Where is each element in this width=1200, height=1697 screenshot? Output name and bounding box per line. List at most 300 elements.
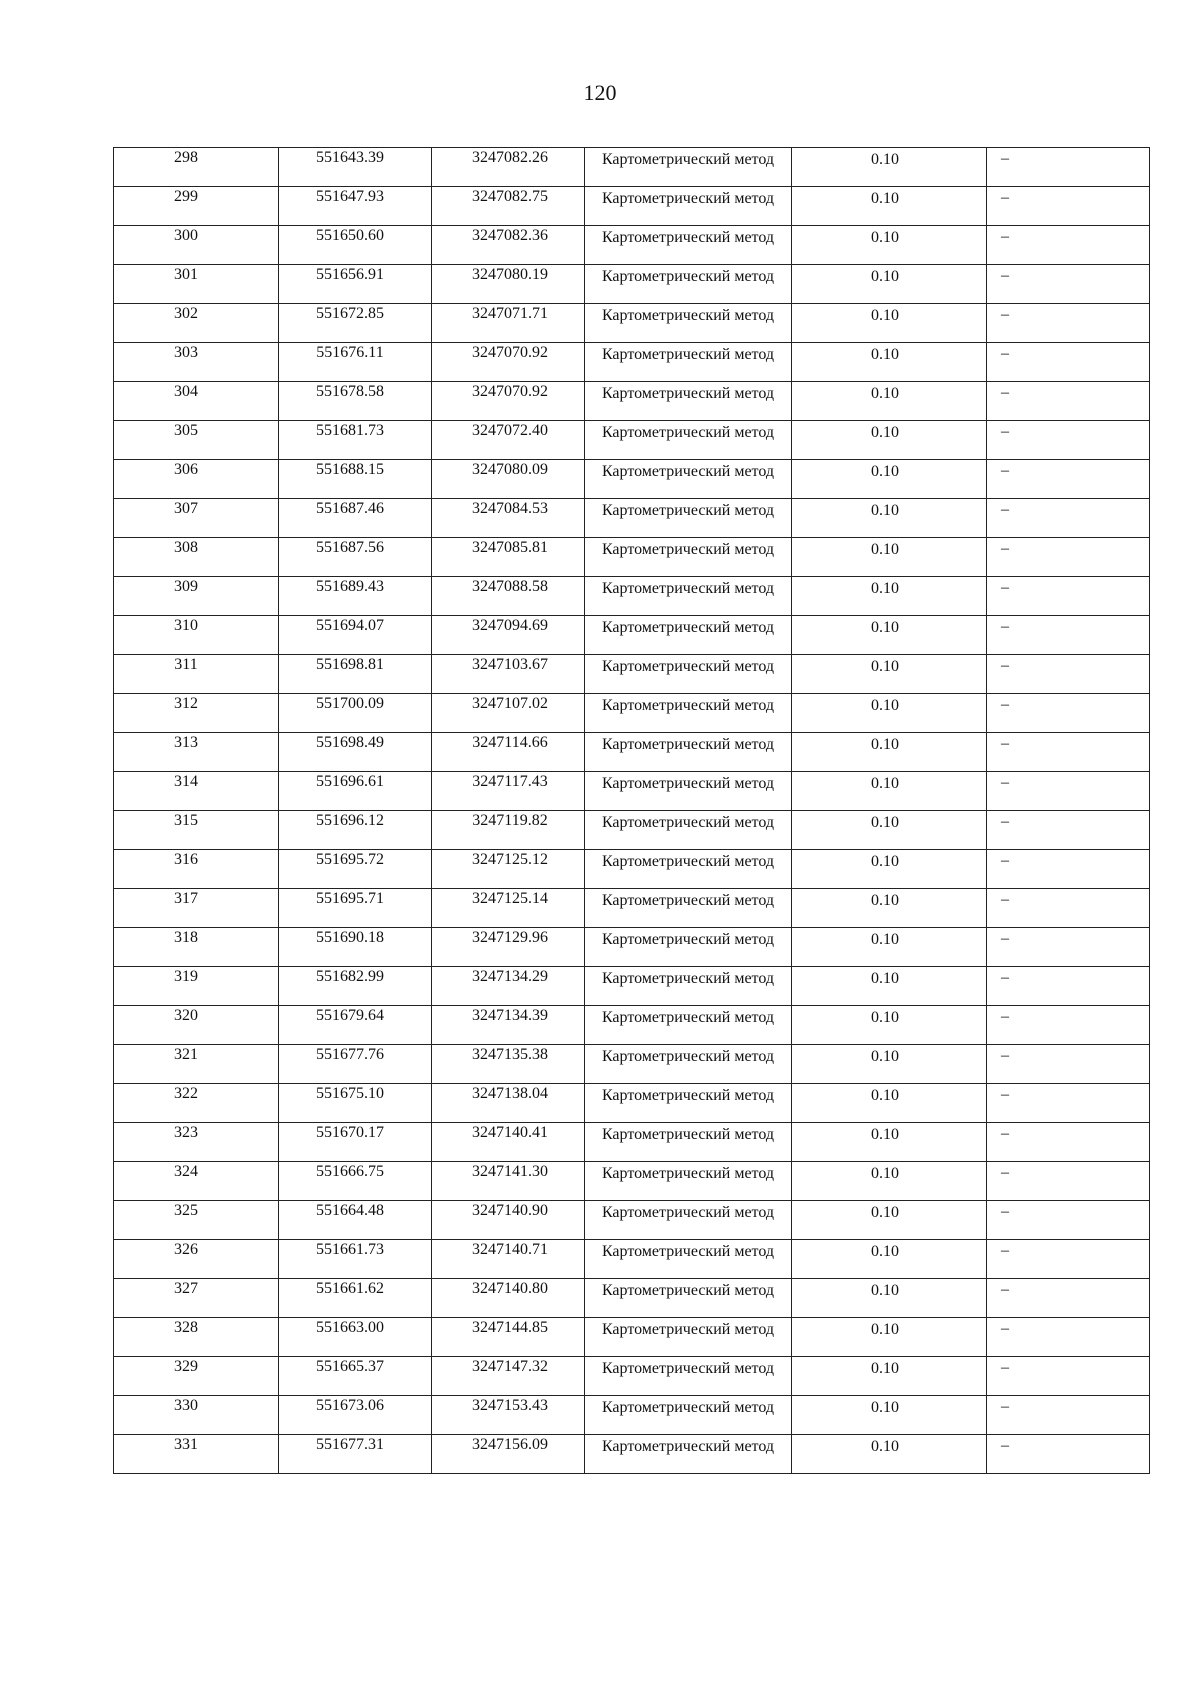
description-cell bbox=[987, 928, 1150, 967]
point-number-cell-text: 318 bbox=[174, 929, 198, 946]
point-number-cell bbox=[114, 382, 279, 421]
y-coordinate-cell bbox=[432, 382, 585, 421]
description-cell bbox=[987, 1045, 1150, 1084]
y-coordinate-cell bbox=[432, 1279, 585, 1318]
description-cell-text: – bbox=[1001, 1203, 1009, 1220]
method-cell-text: Картометрический метод bbox=[601, 1243, 775, 1260]
table-row bbox=[114, 460, 1150, 499]
description-cell-text: – bbox=[1001, 189, 1009, 206]
accuracy-cell-text: 0.10 bbox=[871, 814, 899, 831]
description-cell-text: – bbox=[1001, 1281, 1009, 1298]
method-cell-text: Картометрический метод bbox=[601, 190, 775, 207]
y-coordinate-cell-text: 3247088.58 bbox=[472, 578, 548, 595]
accuracy-cell bbox=[792, 694, 987, 733]
point-number-cell bbox=[114, 1084, 279, 1123]
method-cell-text: Картометрический метод bbox=[601, 814, 775, 831]
method-cell bbox=[585, 421, 792, 460]
x-coordinate-cell-text: 551678.58 bbox=[316, 383, 384, 400]
table-row bbox=[114, 850, 1150, 889]
description-cell-text: – bbox=[1001, 930, 1009, 947]
description-cell bbox=[987, 850, 1150, 889]
method-cell-text: Картометрический метод bbox=[601, 1282, 775, 1299]
description-cell bbox=[987, 1357, 1150, 1396]
accuracy-cell-text: 0.10 bbox=[871, 190, 899, 207]
x-coordinate-cell-text: 551695.72 bbox=[316, 851, 384, 868]
x-coordinate-cell bbox=[279, 499, 432, 538]
x-coordinate-cell-text: 551647.93 bbox=[316, 188, 384, 205]
point-number-cell bbox=[114, 187, 279, 226]
accuracy-cell bbox=[792, 850, 987, 889]
accuracy-cell-text: 0.10 bbox=[871, 151, 899, 168]
accuracy-cell-text: 0.10 bbox=[871, 502, 899, 519]
table-row bbox=[114, 421, 1150, 460]
table-row bbox=[114, 1006, 1150, 1045]
accuracy-cell bbox=[792, 577, 987, 616]
point-number-cell bbox=[114, 1435, 279, 1474]
y-coordinate-cell-text: 3247070.92 bbox=[472, 344, 548, 361]
point-number-cell bbox=[114, 226, 279, 265]
description-cell-text: – bbox=[1001, 735, 1009, 752]
accuracy-cell bbox=[792, 1357, 987, 1396]
method-cell-text: Картометрический метод bbox=[601, 307, 775, 324]
accuracy-cell-text: 0.10 bbox=[871, 1243, 899, 1260]
table-row bbox=[114, 343, 1150, 382]
y-coordinate-cell-text: 3247070.92 bbox=[472, 383, 548, 400]
method-cell-text: Картометрический метод bbox=[601, 463, 775, 480]
method-cell-text: Картометрический метод bbox=[601, 424, 775, 441]
y-coordinate-cell-text: 3247140.80 bbox=[472, 1280, 548, 1297]
description-cell bbox=[987, 382, 1150, 421]
x-coordinate-cell-text: 551675.10 bbox=[316, 1085, 384, 1102]
method-cell bbox=[585, 1162, 792, 1201]
description-cell-text: – bbox=[1001, 813, 1009, 830]
accuracy-cell-text: 0.10 bbox=[871, 346, 899, 363]
x-coordinate-cell bbox=[279, 226, 432, 265]
y-coordinate-cell bbox=[432, 811, 585, 850]
description-cell-text: – bbox=[1001, 579, 1009, 596]
method-cell bbox=[585, 1240, 792, 1279]
accuracy-cell-text: 0.10 bbox=[871, 853, 899, 870]
table-row bbox=[114, 226, 1150, 265]
method-cell bbox=[585, 343, 792, 382]
accuracy-cell bbox=[792, 226, 987, 265]
accuracy-cell-text: 0.10 bbox=[871, 931, 899, 948]
y-coordinate-cell bbox=[432, 187, 585, 226]
y-coordinate-cell-text: 3247153.43 bbox=[472, 1397, 548, 1414]
accuracy-cell-text: 0.10 bbox=[871, 697, 899, 714]
x-coordinate-cell-text: 551661.62 bbox=[316, 1280, 384, 1297]
x-coordinate-cell bbox=[279, 694, 432, 733]
method-cell-text: Картометрический метод bbox=[601, 385, 775, 402]
accuracy-cell bbox=[792, 265, 987, 304]
point-number-cell bbox=[114, 421, 279, 460]
description-cell-text: – bbox=[1001, 150, 1009, 167]
description-cell bbox=[987, 772, 1150, 811]
table-row bbox=[114, 265, 1150, 304]
method-cell-text: Картометрический метод bbox=[601, 1087, 775, 1104]
description-cell bbox=[987, 304, 1150, 343]
point-number-cell bbox=[114, 1357, 279, 1396]
x-coordinate-cell bbox=[279, 1006, 432, 1045]
y-coordinate-cell-text: 3247125.14 bbox=[472, 890, 548, 907]
method-cell bbox=[585, 772, 792, 811]
table-row bbox=[114, 1201, 1150, 1240]
y-coordinate-cell bbox=[432, 1435, 585, 1474]
table-row bbox=[114, 616, 1150, 655]
point-number-cell bbox=[114, 304, 279, 343]
accuracy-cell bbox=[792, 928, 987, 967]
point-number-cell-text: 326 bbox=[174, 1241, 198, 1258]
description-cell-text: – bbox=[1001, 540, 1009, 557]
accuracy-cell bbox=[792, 1396, 987, 1435]
accuracy-cell-text: 0.10 bbox=[871, 1321, 899, 1338]
description-cell-text: – bbox=[1001, 384, 1009, 401]
y-coordinate-cell bbox=[432, 1357, 585, 1396]
x-coordinate-cell-text: 551695.71 bbox=[316, 890, 384, 907]
point-number-cell-text: 319 bbox=[174, 968, 198, 985]
accuracy-cell-text: 0.10 bbox=[871, 1165, 899, 1182]
description-cell bbox=[987, 655, 1150, 694]
y-coordinate-cell-text: 3247156.09 bbox=[472, 1436, 548, 1453]
method-cell bbox=[585, 382, 792, 421]
description-cell bbox=[987, 1318, 1150, 1357]
x-coordinate-cell bbox=[279, 655, 432, 694]
point-number-cell bbox=[114, 1045, 279, 1084]
point-number-cell-text: 312 bbox=[174, 695, 198, 712]
point-number-cell-text: 322 bbox=[174, 1085, 198, 1102]
accuracy-cell-text: 0.10 bbox=[871, 1204, 899, 1221]
method-cell-text: Картометрический метод bbox=[601, 229, 775, 246]
y-coordinate-cell-text: 3247080.09 bbox=[472, 461, 548, 478]
description-cell-text: – bbox=[1001, 345, 1009, 362]
table-row bbox=[114, 1357, 1150, 1396]
point-number-cell bbox=[114, 1318, 279, 1357]
method-cell-text: Картометрический метод bbox=[601, 775, 775, 792]
accuracy-cell bbox=[792, 421, 987, 460]
x-coordinate-cell-text: 551676.11 bbox=[316, 344, 384, 361]
y-coordinate-cell-text: 3247084.53 bbox=[472, 500, 548, 517]
description-cell bbox=[987, 1396, 1150, 1435]
description-cell bbox=[987, 1006, 1150, 1045]
method-cell-text: Картометрический метод bbox=[601, 697, 775, 714]
point-number-cell bbox=[114, 1396, 279, 1435]
x-coordinate-cell-text: 551650.60 bbox=[316, 227, 384, 244]
point-number-cell-text: 325 bbox=[174, 1202, 198, 1219]
description-cell-text: – bbox=[1001, 306, 1009, 323]
accuracy-cell-text: 0.10 bbox=[871, 1399, 899, 1416]
point-number-cell-text: 309 bbox=[174, 578, 198, 595]
method-cell bbox=[585, 1201, 792, 1240]
method-cell-text: Картометрический метод bbox=[601, 1438, 775, 1455]
table-row bbox=[114, 928, 1150, 967]
y-coordinate-cell-text: 3247119.82 bbox=[472, 812, 548, 829]
table-row bbox=[114, 382, 1150, 421]
y-coordinate-cell-text: 3247082.36 bbox=[472, 227, 548, 244]
x-coordinate-cell-text: 551679.64 bbox=[316, 1007, 384, 1024]
description-cell bbox=[987, 1084, 1150, 1123]
point-number-cell bbox=[114, 655, 279, 694]
method-cell bbox=[585, 1084, 792, 1123]
y-coordinate-cell-text: 3247134.29 bbox=[472, 968, 548, 985]
x-coordinate-cell-text: 551664.48 bbox=[316, 1202, 384, 1219]
method-cell bbox=[585, 1318, 792, 1357]
method-cell bbox=[585, 1357, 792, 1396]
x-coordinate-cell-text: 551682.99 bbox=[316, 968, 384, 985]
y-coordinate-cell bbox=[432, 421, 585, 460]
x-coordinate-cell bbox=[279, 265, 432, 304]
accuracy-cell bbox=[792, 967, 987, 1006]
description-cell bbox=[987, 1279, 1150, 1318]
description-cell-text: – bbox=[1001, 423, 1009, 440]
description-cell-text: – bbox=[1001, 1086, 1009, 1103]
y-coordinate-cell-text: 3247103.67 bbox=[472, 656, 548, 673]
coordinates-table bbox=[113, 147, 1150, 1474]
method-cell-text: Картометрический метод bbox=[601, 151, 775, 168]
description-cell-text: – bbox=[1001, 969, 1009, 986]
x-coordinate-cell bbox=[279, 382, 432, 421]
x-coordinate-cell-text: 551700.09 bbox=[316, 695, 384, 712]
x-coordinate-cell bbox=[279, 1201, 432, 1240]
table-row bbox=[114, 1162, 1150, 1201]
table-row bbox=[114, 694, 1150, 733]
point-number-cell-text: 311 bbox=[174, 656, 198, 673]
x-coordinate-cell-text: 551687.56 bbox=[316, 539, 384, 556]
description-cell-text: – bbox=[1001, 1320, 1009, 1337]
method-cell bbox=[585, 655, 792, 694]
method-cell bbox=[585, 460, 792, 499]
accuracy-cell bbox=[792, 1006, 987, 1045]
x-coordinate-cell bbox=[279, 343, 432, 382]
description-cell bbox=[987, 1123, 1150, 1162]
description-cell bbox=[987, 1162, 1150, 1201]
y-coordinate-cell bbox=[432, 1084, 585, 1123]
page-number: 120 bbox=[583, 80, 617, 105]
point-number-cell-text: 306 bbox=[174, 461, 198, 478]
description-cell-text: – bbox=[1001, 618, 1009, 635]
description-cell bbox=[987, 187, 1150, 226]
method-cell-text: Картометрический метод bbox=[601, 1204, 775, 1221]
point-number-cell-text: 320 bbox=[174, 1007, 198, 1024]
y-coordinate-cell-text: 3247080.19 bbox=[472, 266, 548, 283]
accuracy-cell bbox=[792, 460, 987, 499]
point-number-cell bbox=[114, 265, 279, 304]
point-number-cell bbox=[114, 1279, 279, 1318]
description-cell bbox=[987, 889, 1150, 928]
point-number-cell bbox=[114, 1201, 279, 1240]
point-number-cell bbox=[114, 772, 279, 811]
accuracy-cell-text: 0.10 bbox=[871, 970, 899, 987]
y-coordinate-cell-text: 3247147.32 bbox=[472, 1358, 548, 1375]
description-cell-text: – bbox=[1001, 1437, 1009, 1454]
accuracy-cell bbox=[792, 1123, 987, 1162]
accuracy-cell-text: 0.10 bbox=[871, 1126, 899, 1143]
point-number-cell bbox=[114, 1006, 279, 1045]
point-number-cell-text: 310 bbox=[174, 617, 198, 634]
x-coordinate-cell-text: 551665.37 bbox=[316, 1358, 384, 1375]
point-number-cell-text: 299 bbox=[174, 188, 198, 205]
accuracy-cell bbox=[792, 187, 987, 226]
y-coordinate-cell bbox=[432, 1240, 585, 1279]
point-number-cell-text: 330 bbox=[174, 1397, 198, 1414]
point-number-cell bbox=[114, 538, 279, 577]
point-number-cell-text: 303 bbox=[174, 344, 198, 361]
y-coordinate-cell-text: 3247129.96 bbox=[472, 929, 548, 946]
accuracy-cell bbox=[792, 304, 987, 343]
description-cell-text: – bbox=[1001, 1164, 1009, 1181]
accuracy-cell bbox=[792, 1279, 987, 1318]
x-coordinate-cell-text: 551666.75 bbox=[316, 1163, 384, 1180]
description-cell bbox=[987, 577, 1150, 616]
accuracy-cell bbox=[792, 148, 987, 187]
point-number-cell bbox=[114, 967, 279, 1006]
description-cell bbox=[987, 226, 1150, 265]
accuracy-cell bbox=[792, 1084, 987, 1123]
x-coordinate-cell bbox=[279, 1279, 432, 1318]
y-coordinate-cell bbox=[432, 343, 585, 382]
method-cell bbox=[585, 1045, 792, 1084]
accuracy-cell bbox=[792, 1240, 987, 1279]
accuracy-cell-text: 0.10 bbox=[871, 775, 899, 792]
description-cell bbox=[987, 1201, 1150, 1240]
point-number-cell-text: 307 bbox=[174, 500, 198, 517]
point-number-cell-text: 304 bbox=[174, 383, 198, 400]
table-row bbox=[114, 1045, 1150, 1084]
y-coordinate-cell bbox=[432, 1123, 585, 1162]
table-row bbox=[114, 499, 1150, 538]
method-cell bbox=[585, 889, 792, 928]
method-cell bbox=[585, 1279, 792, 1318]
point-number-cell bbox=[114, 811, 279, 850]
y-coordinate-cell-text: 3247140.90 bbox=[472, 1202, 548, 1219]
table-row bbox=[114, 1123, 1150, 1162]
accuracy-cell bbox=[792, 1318, 987, 1357]
point-number-cell-text: 305 bbox=[174, 422, 198, 439]
x-coordinate-cell bbox=[279, 1162, 432, 1201]
x-coordinate-cell bbox=[279, 538, 432, 577]
y-coordinate-cell bbox=[432, 1201, 585, 1240]
point-number-cell bbox=[114, 928, 279, 967]
method-cell bbox=[585, 187, 792, 226]
y-coordinate-cell bbox=[432, 772, 585, 811]
y-coordinate-cell bbox=[432, 538, 585, 577]
y-coordinate-cell bbox=[432, 226, 585, 265]
accuracy-cell-text: 0.10 bbox=[871, 736, 899, 753]
point-number-cell bbox=[114, 850, 279, 889]
x-coordinate-cell-text: 551681.73 bbox=[316, 422, 384, 439]
point-number-cell-text: 331 bbox=[174, 1436, 198, 1453]
point-number-cell-text: 301 bbox=[174, 266, 198, 283]
x-coordinate-cell-text: 551673.06 bbox=[316, 1397, 384, 1414]
x-coordinate-cell-text: 551656.91 bbox=[316, 266, 384, 283]
y-coordinate-cell-text: 3247072.40 bbox=[472, 422, 548, 439]
table-row bbox=[114, 655, 1150, 694]
description-cell bbox=[987, 148, 1150, 187]
method-cell-text: Картометрический метод bbox=[601, 736, 775, 753]
description-cell-text: – bbox=[1001, 891, 1009, 908]
description-cell bbox=[987, 499, 1150, 538]
accuracy-cell-text: 0.10 bbox=[871, 1048, 899, 1065]
method-cell-text: Картометрический метод bbox=[601, 541, 775, 558]
y-coordinate-cell-text: 3247117.43 bbox=[472, 773, 548, 790]
method-cell bbox=[585, 304, 792, 343]
coordinates-table-body bbox=[114, 148, 1150, 1474]
accuracy-cell bbox=[792, 538, 987, 577]
x-coordinate-cell bbox=[279, 1396, 432, 1435]
method-cell bbox=[585, 1435, 792, 1474]
point-number-cell-text: 324 bbox=[174, 1163, 198, 1180]
point-number-cell-text: 300 bbox=[174, 227, 198, 244]
y-coordinate-cell bbox=[432, 265, 585, 304]
description-cell-text: – bbox=[1001, 462, 1009, 479]
description-cell-text: – bbox=[1001, 267, 1009, 284]
x-coordinate-cell bbox=[279, 1084, 432, 1123]
x-coordinate-cell-text: 551677.76 bbox=[316, 1046, 384, 1063]
y-coordinate-cell bbox=[432, 304, 585, 343]
x-coordinate-cell bbox=[279, 733, 432, 772]
description-cell-text: – bbox=[1001, 774, 1009, 791]
method-cell bbox=[585, 967, 792, 1006]
y-coordinate-cell-text: 3247135.38 bbox=[472, 1046, 548, 1063]
point-number-cell bbox=[114, 889, 279, 928]
table-row bbox=[114, 577, 1150, 616]
x-coordinate-cell-text: 551663.00 bbox=[316, 1319, 384, 1336]
accuracy-cell-text: 0.10 bbox=[871, 229, 899, 246]
table-row bbox=[114, 1084, 1150, 1123]
x-coordinate-cell-text: 551672.85 bbox=[316, 305, 384, 322]
x-coordinate-cell bbox=[279, 1045, 432, 1084]
table-row bbox=[114, 733, 1150, 772]
y-coordinate-cell bbox=[432, 928, 585, 967]
point-number-cell bbox=[114, 148, 279, 187]
accuracy-cell bbox=[792, 1435, 987, 1474]
accuracy-cell-text: 0.10 bbox=[871, 580, 899, 597]
point-number-cell-text: 327 bbox=[174, 1280, 198, 1297]
x-coordinate-cell bbox=[279, 1435, 432, 1474]
point-number-cell-text: 302 bbox=[174, 305, 198, 322]
point-number-cell bbox=[114, 1240, 279, 1279]
method-cell bbox=[585, 499, 792, 538]
x-coordinate-cell-text: 551696.61 bbox=[316, 773, 384, 790]
table-row bbox=[114, 967, 1150, 1006]
method-cell bbox=[585, 226, 792, 265]
description-cell-text: – bbox=[1001, 1359, 1009, 1376]
x-coordinate-cell-text: 551689.43 bbox=[316, 578, 384, 595]
y-coordinate-cell-text: 3247141.30 bbox=[472, 1163, 548, 1180]
x-coordinate-cell bbox=[279, 577, 432, 616]
point-number-cell bbox=[114, 577, 279, 616]
table-row bbox=[114, 1240, 1150, 1279]
y-coordinate-cell bbox=[432, 967, 585, 1006]
point-number-cell-text: 298 bbox=[174, 149, 198, 166]
x-coordinate-cell bbox=[279, 460, 432, 499]
accuracy-cell bbox=[792, 655, 987, 694]
x-coordinate-cell bbox=[279, 148, 432, 187]
y-coordinate-cell bbox=[432, 1045, 585, 1084]
description-cell-text: – bbox=[1001, 1047, 1009, 1064]
y-coordinate-cell-text: 3247082.26 bbox=[472, 149, 548, 166]
accuracy-cell bbox=[792, 811, 987, 850]
description-cell bbox=[987, 421, 1150, 460]
method-cell bbox=[585, 538, 792, 577]
method-cell bbox=[585, 694, 792, 733]
y-coordinate-cell bbox=[432, 148, 585, 187]
description-cell bbox=[987, 1435, 1150, 1474]
x-coordinate-cell-text: 551694.07 bbox=[316, 617, 384, 634]
method-cell-text: Картометрический метод bbox=[601, 1009, 775, 1026]
accuracy-cell bbox=[792, 772, 987, 811]
y-coordinate-cell-text: 3247107.02 bbox=[472, 695, 548, 712]
description-cell-text: – bbox=[1001, 501, 1009, 518]
